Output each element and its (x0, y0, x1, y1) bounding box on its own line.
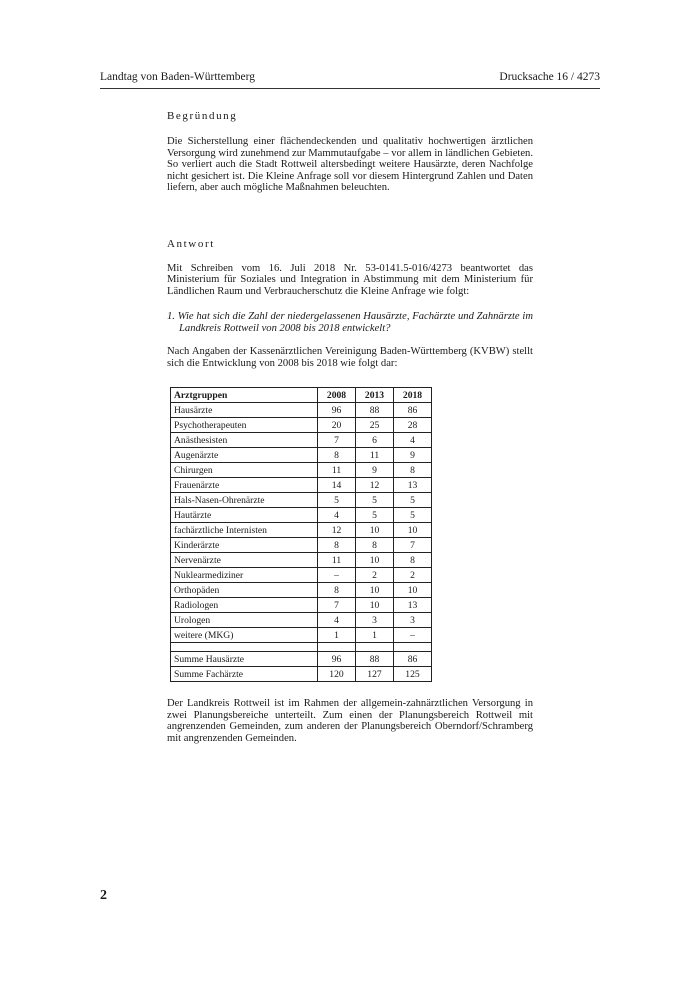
begruendung-heading: Begründung (167, 110, 238, 122)
row-value: 4 (318, 508, 356, 523)
row-label: Frauenärzte (171, 478, 318, 493)
row-label: Summe Hausärzte (171, 652, 318, 667)
row-value: 8 (318, 583, 356, 598)
row-value: 4 (394, 433, 432, 448)
header-publisher: Landtag von Baden-Württemberg (100, 71, 255, 83)
row-value: 14 (318, 478, 356, 493)
row-value: 88 (356, 403, 394, 418)
row-label: fachärztliche Internisten (171, 523, 318, 538)
row-value: – (394, 628, 432, 643)
row-value: 8 (318, 538, 356, 553)
table-row (171, 538, 432, 553)
table-row (171, 478, 432, 493)
row-label: Radiologen (171, 598, 318, 613)
row-label: Urologen (171, 613, 318, 628)
row-value: 88 (356, 652, 394, 667)
table-row (171, 523, 432, 538)
row-value: 86 (394, 652, 432, 667)
row-value: 8 (394, 463, 432, 478)
table-row (171, 628, 432, 643)
table-row (171, 613, 432, 628)
row-label: Hals-Nasen-Ohrenärzte (171, 493, 318, 508)
table-row (171, 568, 432, 583)
row-value: 25 (356, 418, 394, 433)
table-row (171, 667, 432, 682)
row-label: Nuklearmediziner (171, 568, 318, 583)
row-value: 127 (356, 667, 394, 682)
page-number: 2 (100, 888, 107, 903)
row-label: Kinderärzte (171, 538, 318, 553)
row-value: 7 (394, 538, 432, 553)
table-row (171, 652, 432, 667)
table-header-cell: 2008 (318, 388, 356, 403)
empty-cell (171, 643, 318, 652)
row-label: Nervenärzte (171, 553, 318, 568)
table-header-row (171, 388, 432, 403)
row-label: Summe Fachärzte (171, 667, 318, 682)
row-value: 3 (356, 613, 394, 628)
row-value: 1 (318, 628, 356, 643)
row-value: 20 (318, 418, 356, 433)
document-body (167, 110, 533, 744)
row-value: 5 (356, 508, 394, 523)
row-value: 86 (394, 403, 432, 418)
table-row (171, 463, 432, 478)
row-value: 96 (318, 652, 356, 667)
row-value: 12 (356, 478, 394, 493)
row-value: 9 (356, 463, 394, 478)
row-value: 2 (356, 568, 394, 583)
table-row (171, 403, 432, 418)
row-value: 3 (394, 613, 432, 628)
table-row (171, 448, 432, 463)
empty-cell (394, 643, 432, 652)
empty-cell (318, 643, 356, 652)
row-value: 10 (394, 583, 432, 598)
row-value: 11 (356, 448, 394, 463)
row-value: 12 (318, 523, 356, 538)
row-value: 9 (394, 448, 432, 463)
row-value: 5 (318, 493, 356, 508)
row-value: 2 (394, 568, 432, 583)
row-value: 120 (318, 667, 356, 682)
row-value: 5 (394, 508, 432, 523)
row-value: 13 (394, 478, 432, 493)
table-row (171, 493, 432, 508)
row-value: 10 (356, 598, 394, 613)
row-value: 10 (394, 523, 432, 538)
row-label: Orthopäden (171, 583, 318, 598)
table-header-cell: 2013 (356, 388, 394, 403)
empty-cell (356, 643, 394, 652)
table-spacer-row (171, 643, 432, 652)
row-value: 5 (356, 493, 394, 508)
table-row (171, 553, 432, 568)
table-row (171, 598, 432, 613)
row-value: 7 (318, 598, 356, 613)
row-value: – (318, 568, 356, 583)
row-value: 11 (318, 553, 356, 568)
question-1: 1. Wie hat sich die Zahl der niedergelassenen Hausärzte, Fachärzte und Zahnärzte im Landkreis Rottweil von 2008 bis 2018 entwickelt? (167, 311, 533, 334)
row-value: 8 (318, 448, 356, 463)
row-value: 8 (356, 538, 394, 553)
row-label: Hausärzte (171, 403, 318, 418)
row-value: 13 (394, 598, 432, 613)
row-label: Chirurgen (171, 463, 318, 478)
row-value: 11 (318, 463, 356, 478)
antwort-intro: Mit Schreiben vom 16. Juli 2018 Nr. 53-0141.5-016/4273 beantwortet das Ministerium für Soziales und Integration in Abstimmung mit dem Ministerium für Ländlichen Raum und Verbraucherschutz die Kleine Anfrage wie folgt: (167, 262, 533, 297)
table-row (171, 433, 432, 448)
answer-intro: Nach Angaben der Kassenärztlichen Vereinigung Baden-Württemberg (KVBW) stellt sich die Entwicklung von 2008 bis 2018 wie folgt dar: (167, 346, 533, 369)
row-value: 10 (356, 523, 394, 538)
page-header (100, 70, 600, 89)
row-value: 5 (394, 493, 432, 508)
closing-text: Der Landkreis Rottweil ist im Rahmen der allgemein-zahnärztlichen Versorgung in zwei Planungsbereiche unterteilt. Zum einen der Planungsbereich Rottweil mit angrenzenden Gemeinden, zum anderen der Planungsbereich Oberndorf/Schramberg mit angrenzenden Gemeinden. (167, 698, 533, 744)
table-row (171, 508, 432, 523)
header-document-number: Drucksache 16 / 4273 (499, 71, 600, 83)
row-label: weitere (MKG) (171, 628, 318, 643)
row-label: Anästhesisten (171, 433, 318, 448)
row-value: 4 (318, 613, 356, 628)
row-value: 7 (318, 433, 356, 448)
physician-table (170, 387, 432, 682)
row-value: 10 (356, 553, 394, 568)
row-value: 28 (394, 418, 432, 433)
row-label: Psychotherapeuten (171, 418, 318, 433)
begruendung-text: Die Sicherstellung einer flächendeckenden und qualitativ hochwertigen ärztlichen Versorgung wird zunehmend zur Mammutaufgabe – vor allem in ländlichen Gebieten. So verliert auch die Stadt Rottweil altersbedingt weitere Hausärzte, deren Nachfolge nicht gesichert ist. Die Kleine Anfrage soll vor diesem Hintergrund Zahlen und Daten liefern, aber auch mögliche Maßnahmen beleuchten. (167, 136, 533, 193)
row-value: 96 (318, 403, 356, 418)
row-value: 6 (356, 433, 394, 448)
row-label: Augenärzte (171, 448, 318, 463)
row-value: 8 (394, 553, 432, 568)
table-row (171, 418, 432, 433)
row-value: 10 (356, 583, 394, 598)
row-value: 1 (356, 628, 394, 643)
row-value: 125 (394, 667, 432, 682)
antwort-heading: Antwort (167, 237, 215, 250)
table-header-cell: Arztgruppen (171, 388, 318, 403)
table-row (171, 583, 432, 598)
row-label: Hautärzte (171, 508, 318, 523)
table-header-cell: 2018 (394, 388, 432, 403)
